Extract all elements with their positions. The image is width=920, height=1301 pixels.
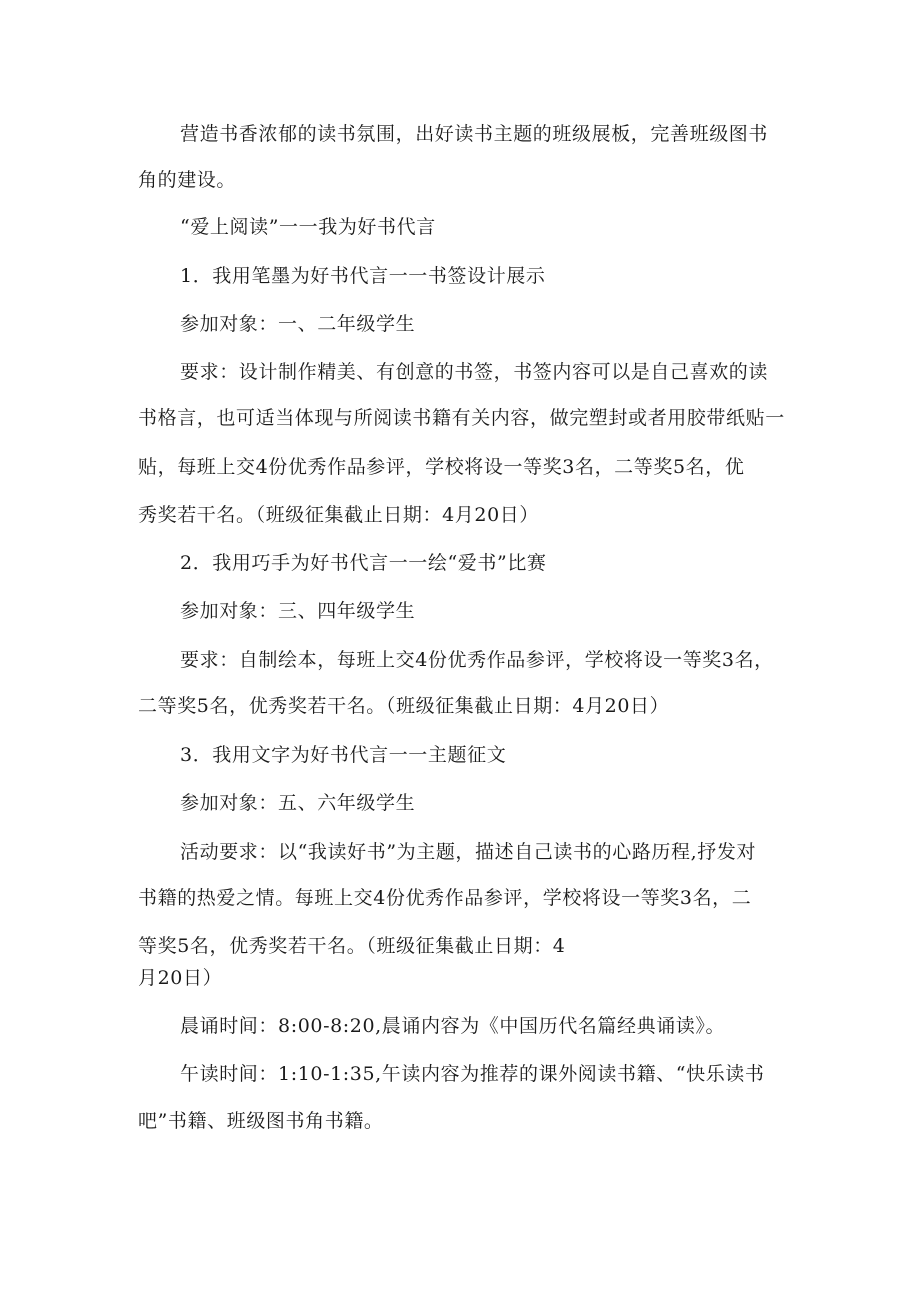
paragraph-line: 书籍的热爱之情。每班上交4份优秀作品参评，学校将设一等奖3名，二 <box>138 887 752 909</box>
paragraph-line: 角的建设。 <box>138 169 237 191</box>
paragraph-line: 吧”书籍、班级图书角书籍。 <box>138 1110 384 1132</box>
item-heading: 1．我用笔墨为好书代言一一书签设计展示 <box>180 265 546 287</box>
paragraph-line: 营造书香浓郁的读书氛围，出好读书主题的班级展板，完善班级图书 <box>180 123 769 145</box>
paragraph-line: 要求：自制绘本，每班上交4份优秀作品参评，学校将设一等奖3名， <box>180 649 774 671</box>
paragraph-line: 书格言，也可适当体现与所阅读书籍有关内容，做完塑封或者用胶带纸贴一 <box>138 407 785 429</box>
paragraph-line: 等奖5名，优秀奖若干名。（班级征集截止日期：4 <box>138 935 566 957</box>
item-heading: 3．我用文字为好书代言一一主题征文 <box>180 744 507 766</box>
paragraph-line: 午读时间：1:10-1:35,午读内容为推荐的课外阅读书籍、“快乐读书 <box>180 1063 765 1085</box>
paragraph-line: 参加对象：三、四年级学生 <box>180 600 416 622</box>
paragraph-line: 要求：设计制作精美、有创意的书签，书签内容可以是自己喜欢的读 <box>180 361 769 383</box>
section-heading: “爱上阅读”一一我为好书代言 <box>180 216 436 238</box>
paragraph-line: 秀奖若干名。（班级征集截止日期：4月20日） <box>138 504 539 526</box>
paragraph-line: 参加对象：五、六年级学生 <box>180 792 416 814</box>
paragraph-line: 月20日） <box>138 967 223 989</box>
item-heading: 2．我用巧手为好书代言一一绘“爱书”比赛 <box>180 552 547 574</box>
paragraph-line: 晨诵时间：8:00-8:20,晨诵内容为《中国历代名篇经典诵读》。 <box>180 1015 726 1037</box>
paragraph-line: 二等奖5名，优秀奖若干名。（班级征集截止日期：4月20日） <box>138 695 670 717</box>
paragraph-line: 参加对象：一、二年级学生 <box>180 313 416 335</box>
paragraph-line: 贴，每班上交4份优秀作品参评，学校将设一等奖3名，二等奖5名，优 <box>138 456 745 478</box>
paragraph-line: 活动要求：以“我读好书”为主题，描述自己读书的心路历程,抒发对 <box>180 841 757 863</box>
